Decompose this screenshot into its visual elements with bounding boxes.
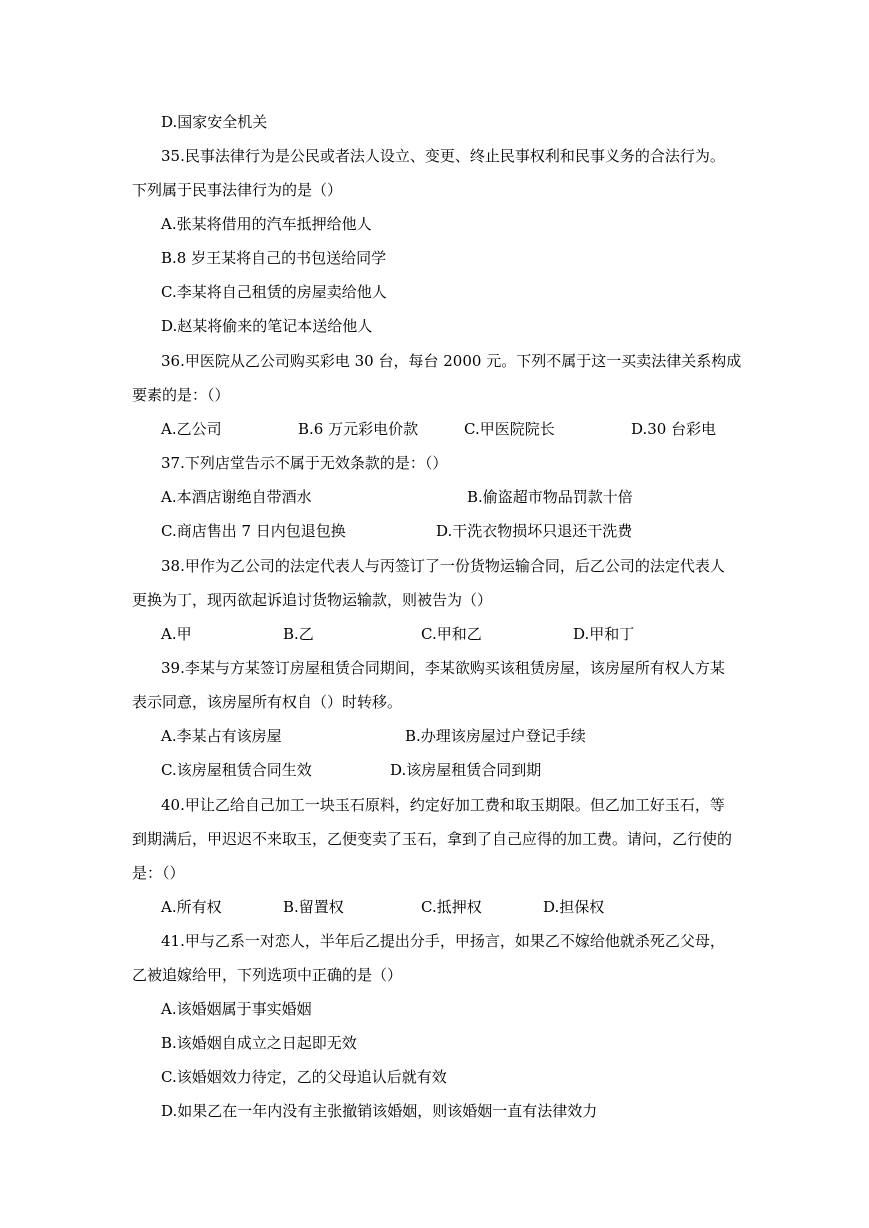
q40-option-d: D.担保权: [543, 898, 605, 916]
q35-option-b: B.8 岁王某将自己的书包送给同学: [161, 249, 387, 267]
q41-option-d: D.如果乙在一年内没有主张撤销该婚姻，则该婚姻一直有法律效力: [161, 1102, 598, 1120]
q36-option-c: C.甲医院院长: [464, 420, 555, 438]
q38-option-b: B.乙: [283, 625, 314, 643]
q41-option-a: A.该婚姻属于事实婚姻: [161, 1000, 312, 1018]
q37-option-c: C.商店售出 7 日内包退包换: [161, 522, 346, 540]
q41-option-c: C.该婚姻效力待定，乙的父母追认后就有效: [161, 1068, 447, 1086]
q36-stem-line2: 要素的是：（）: [132, 386, 230, 404]
q35-option-a: A.张某将借用的汽车抵押给他人: [161, 215, 372, 233]
q37-option-d: D.干洗衣物损坏只退还干洗费: [436, 522, 633, 540]
q38-option-c: C.甲和乙: [421, 625, 482, 643]
q40-stem-line3: 是：（）: [132, 864, 185, 882]
q39-option-a: A.李某占有该房屋: [161, 727, 282, 745]
q36-stem-line1: 36.甲医院从乙公司购买彩电 30 台，每台 2000 元。下列不属于这一买卖法律关系构成: [161, 352, 742, 370]
q39-option-b: B.办理该房屋过户登记手续: [405, 727, 586, 745]
q36-option-d: D.30 台彩电: [631, 420, 717, 438]
q38-option-a: A.甲: [161, 625, 192, 643]
q40-option-a: A.所有权: [161, 898, 222, 916]
q34-option-d: D.国家安全机关: [161, 113, 268, 131]
q38-option-d: D.甲和丁: [573, 625, 635, 643]
q35-option-c: C.李某将自己租赁的房屋卖给他人: [161, 283, 387, 301]
q39-option-c: C.该房屋租赁合同生效: [161, 761, 312, 779]
q35-stem-line1: 35.民事法律行为是公民或者法人设立、变更、终止民事权利和民事义务的合法行为。: [161, 147, 725, 165]
q39-stem-line1: 39.李某与方某签订房屋租赁合同期间，李某欲购买该租赁房屋，该房屋所有权人方某: [161, 659, 725, 677]
q40-option-c: C.抵押权: [421, 898, 482, 916]
q38-stem-line1: 38.甲作为乙公司的法定代表人与丙签订了一份货物运输合同，后乙公司的法定代表人: [161, 557, 725, 575]
q40-option-b: B.留置权: [283, 898, 344, 916]
q37-option-a: A.本酒店谢绝自带酒水: [161, 488, 312, 506]
q40-stem-line1: 40.甲让乙给自己加工一块玉石原料，约定好加工费和取玉期限。但乙加工好玉石，等: [161, 796, 725, 814]
q36-option-a: A.乙公司: [161, 420, 222, 438]
q38-stem-line2: 更换为丁，现丙欲起诉追讨货物运输款，则被告为（）: [132, 591, 493, 609]
q41-stem-line1: 41.甲与乙系一对恋人，半年后乙提出分手，甲扬言，如果乙不嫁给他就杀死乙父母，: [161, 932, 725, 950]
q39-option-d: D.该房屋租赁合同到期: [390, 761, 542, 779]
q35-option-d: D.赵某将偷来的笔记本送给他人: [161, 317, 373, 335]
q41-stem-line2: 乙被追嫁给甲，下列选项中正确的是（）: [132, 966, 403, 984]
q39-stem-line2: 表示同意，该房屋所有权自（）时转移。: [132, 693, 403, 711]
q35-stem-line2: 下列属于民事法律行为的是（）: [132, 181, 343, 199]
q41-option-b: B.该婚姻自成立之日起即无效: [161, 1034, 357, 1052]
q36-option-b: B.6 万元彩电价款: [298, 420, 419, 438]
q37-stem: 37.下列店堂告示不属于无效条款的是：（）: [161, 454, 448, 472]
q37-option-b: B.偷盗超市物品罚款十倍: [467, 488, 633, 506]
q40-stem-line2: 到期满后，甲迟迟不来取玉，乙便变卖了玉石，拿到了自己应得的加工费。请问，乙行使的: [132, 830, 733, 848]
